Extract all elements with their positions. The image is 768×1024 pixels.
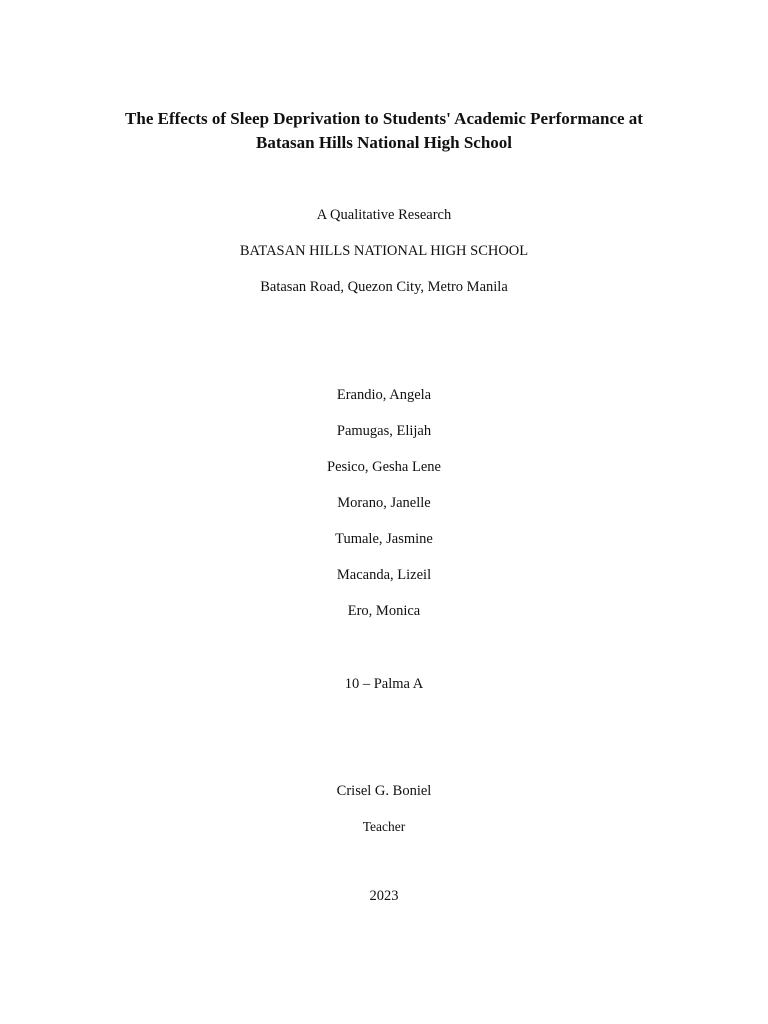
grade-section: 10 – Palma A [344,676,424,692]
teacher-name: Crisel G. Boniel [336,783,432,799]
author-name: Erandio, Angela [336,387,432,403]
year: 2023 [369,888,399,904]
author-name: Pesico, Gesha Lene [327,459,441,475]
school-name: BATASAN HILLS NATIONAL HIGH SCHOOL [239,243,529,259]
author-name: Pamugas, Elijah [336,423,432,439]
teacher-role: Teacher [362,819,406,834]
research-type: A Qualitative Research [316,207,452,223]
title-line-2: Batasan Hills National High School [256,133,512,152]
author-name: Ero, Monica [347,603,421,619]
author-name: Tumale, Jasmine [335,531,433,547]
school-address: Batasan Road, Quezon City, Metro Manila [260,279,508,295]
author-name: Morano, Janelle [337,495,431,511]
author-name: Macanda, Lizeil [336,567,432,583]
title-line-1: The Effects of Sleep Deprivation to Students' Academic Performance at [125,109,643,128]
